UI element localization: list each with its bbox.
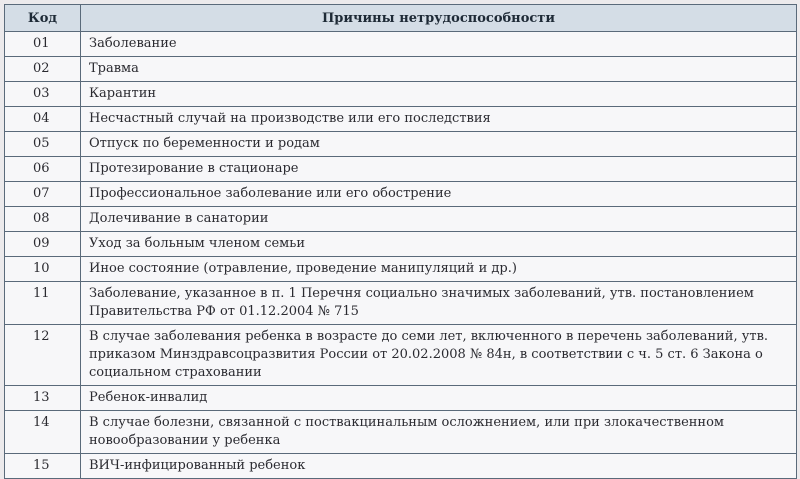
row-reason: Заболевание	[81, 32, 797, 57]
table-row	[5, 157, 797, 182]
row-code: 11	[5, 282, 81, 325]
row-code: 15	[5, 454, 81, 479]
row-reason: Отпуск по беременности и родам	[81, 132, 797, 157]
table-row	[5, 232, 797, 257]
row-reason: Уход за больным членом семьи	[81, 232, 797, 257]
row-code: 07	[5, 182, 81, 207]
row-code: 10	[5, 257, 81, 282]
table-row	[5, 386, 797, 411]
row-reason: В случае болезни, связанной с поствакцинальным осложнением, или при злокачественном новообразовании у ребенка	[81, 411, 797, 454]
header-code: Код	[5, 5, 81, 32]
document-frame	[4, 4, 796, 473]
row-code: 12	[5, 325, 81, 386]
table-row	[5, 32, 797, 57]
table-row	[5, 57, 797, 82]
row-code: 02	[5, 57, 81, 82]
row-reason: Долечивание в санатории	[81, 207, 797, 232]
table-row	[5, 257, 797, 282]
row-code: 13	[5, 386, 81, 411]
table-row	[5, 325, 797, 386]
row-code: 04	[5, 107, 81, 132]
row-reason: Несчастный случай на производстве или его последствия	[81, 107, 797, 132]
row-code: 03	[5, 82, 81, 107]
row-reason: Заболевание, указанное в п. 1 Перечня социально значимых заболеваний, утв. постановлением Правительства РФ от 01.12.2004 № 715	[81, 282, 797, 325]
row-code: 08	[5, 207, 81, 232]
row-reason: Протезирование в стационаре	[81, 157, 797, 182]
row-code: 05	[5, 132, 81, 157]
row-code: 14	[5, 411, 81, 454]
row-reason: ВИЧ-инфицированный ребенок	[81, 454, 797, 479]
row-reason: Иное состояние (отравление, проведение манипуляций и др.)	[81, 257, 797, 282]
incapacity-codes-table	[4, 4, 797, 479]
table-row	[5, 132, 797, 157]
table-row	[5, 82, 797, 107]
table-row	[5, 454, 797, 479]
row-reason: Ребенок-инвалид	[81, 386, 797, 411]
row-code: 06	[5, 157, 81, 182]
row-reason: Профессиональное заболевание или его обострение	[81, 182, 797, 207]
table-row	[5, 207, 797, 232]
row-code: 01	[5, 32, 81, 57]
table-body	[5, 32, 797, 479]
table-row	[5, 282, 797, 325]
table-header-row	[5, 5, 797, 32]
row-reason: Травма	[81, 57, 797, 82]
table-row	[5, 107, 797, 132]
table-row	[5, 411, 797, 454]
table-row	[5, 182, 797, 207]
header-reason: Причины нетрудоспособности	[81, 5, 797, 32]
row-reason: Карантин	[81, 82, 797, 107]
row-code: 09	[5, 232, 81, 257]
row-reason: В случае заболевания ребенка в возрасте до семи лет, включенного в перечень заболеваний, утв. приказом Минздравсоцразвития России от 20.02.2008 № 84н, в соответствии с ч. 5 ст. 6 Закона о социальном страховании	[81, 325, 797, 386]
